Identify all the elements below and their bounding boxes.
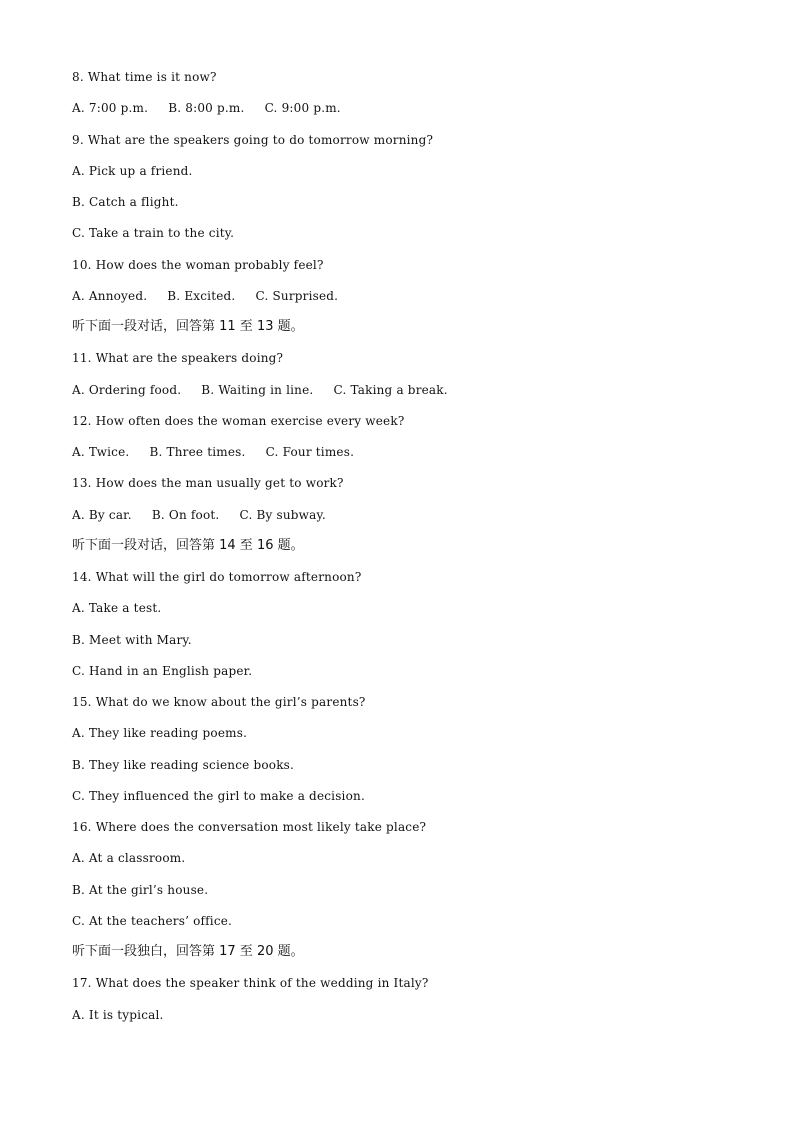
question-16: 16. Where does the conversation most likely take place? [72, 820, 427, 834]
question-14-option-c: C. Hand in an English paper. [72, 663, 253, 678]
question-16-option-a: A. At a classroom. [72, 851, 186, 866]
question-14-option-b: B. Meet with Mary. [72, 632, 192, 647]
question-16-option-c: C. At the teachers’ office. [72, 913, 233, 928]
question-15-option-c: C. They influenced the girl to make a decision. [72, 788, 365, 803]
section-instruction-17-20: 听下面一段独白，回答第 17 至 20 题。 [72, 944, 304, 959]
section-instruction-14-16: 听下面一段对话，回答第 14 至 16 题。 [72, 537, 304, 553]
question-11-options: A. Ordering food. B. Waiting in line. C. Taking a break. [72, 382, 448, 397]
question-9-option-a: A. Pick up a friend. [72, 163, 193, 178]
question-17-option-a: A. It is typical. [72, 1007, 164, 1022]
question-12-options: A. Twice. B. Three times. C. Four times. [72, 445, 355, 459]
question-9-option-b: B. Catch a flight. [72, 195, 179, 209]
section-instruction-11-13: 听下面一段对话，回答第 11 至 13 题。 [72, 319, 304, 334]
question-16-option-b: B. At the girl’s house. [72, 882, 209, 897]
question-14-option-a: A. Take a test. [72, 601, 162, 616]
question-13-options: A. By car. B. On foot. C. By subway. [72, 507, 326, 522]
question-14: 14. What will the girl do tomorrow afternoon? [72, 570, 362, 584]
question-15-option-a: A. They like reading poems. [72, 726, 248, 741]
question-12: 12. How often does the woman exercise every week? [72, 413, 405, 428]
exam-page [72, 67, 752, 1036]
question-15: 15. What do we know about the girl’s parents? [72, 695, 366, 709]
question-13: 13. How does the man usually get to work? [72, 476, 344, 491]
question-10-options: A. Annoyed. B. Excited. C. Surprised. [72, 288, 339, 303]
question-8-options: A. 7:00 p.m. B. 8:00 p.m. C. 9:00 p.m. [72, 101, 341, 116]
question-10: 10. How does the woman probably feel? [72, 257, 324, 272]
question-11: 11. What are the speakers doing? [72, 351, 284, 366]
question-9-option-c: C. Take a train to the city. [72, 226, 235, 241]
question-15-option-b: B. They like reading science books. [72, 757, 295, 772]
question-17: 17. What does the speaker think of the wedding in Italy? [72, 976, 429, 991]
question-9: 9. What are the speakers going to do tomorrow morning? [72, 132, 434, 147]
question-8: 8. What time is it now? [72, 70, 217, 84]
